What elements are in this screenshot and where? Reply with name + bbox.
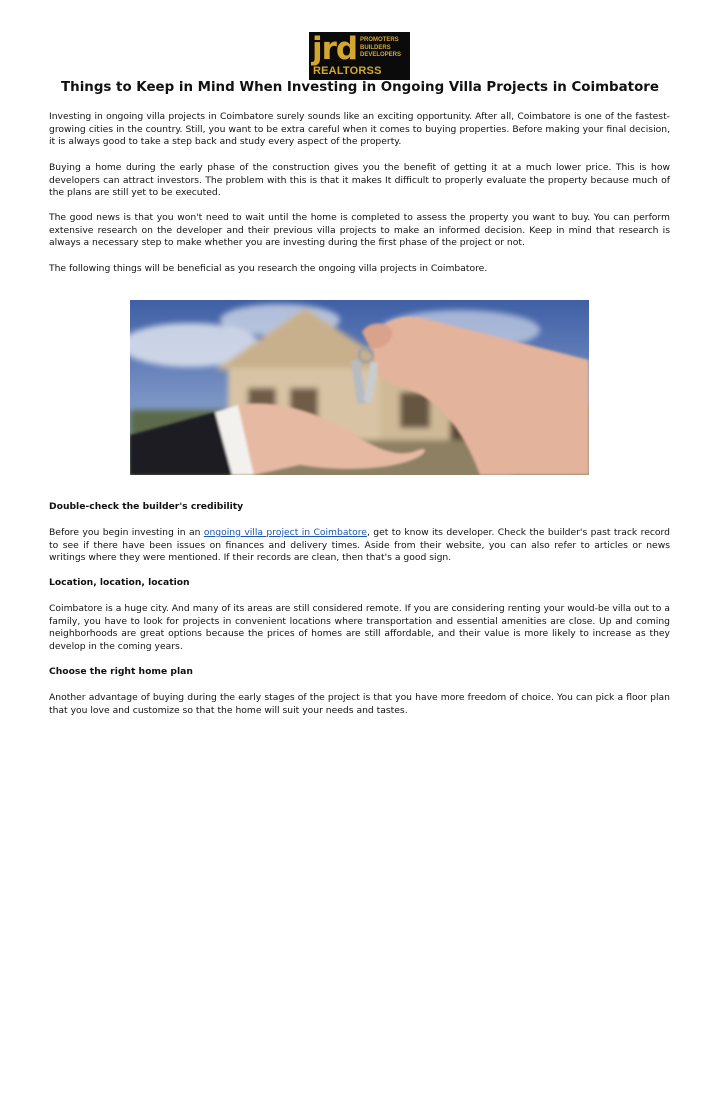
intro-paragraph-3: The good news is that you won't need to wait until the home is completed to assess the property you want to buy. You can perform extensive research on the developer and their previous villa projects to make an informed decision. Keep in mind that research is always a necessary step to make whether you are investing during the first phase of the project or not. — [49, 212, 670, 249]
page-title: Things to Keep in Mind When Investing in Ongoing Villa Projects in Coimbatore — [61, 80, 659, 95]
logo-mark: jrd — [312, 31, 358, 67]
intro-paragraph-1: Investing in ongoing villa projects in Coimbatore surely sounds like an exciting opportunity. After all, Coimbatore is one of the fastest-growing cities in the country. Still, you want to be extra careful when it comes to buying properties. Before making your final decision, it is always good to take a step back and study every aspect of the property. — [49, 111, 670, 148]
logo-tagline — [360, 37, 401, 60]
logo-tag-builders: BUILDERS — [360, 44, 391, 51]
section-body-credibility — [49, 527, 670, 565]
section-heading-credibility: Double-check the builder's credibility — [49, 501, 244, 512]
ongoing-villa-project-link[interactable]: ongoing villa project in Coimbatore — [203, 527, 367, 538]
key-handover-photo — [130, 300, 589, 475]
credibility-text-before: Before you begin investing in an — [49, 527, 204, 538]
logo-tag-promoters: PROMOTERS — [360, 37, 399, 43]
company-logo — [309, 32, 410, 80]
section-body-home-plan: Another advantage of buying during the early stages of the project is that you have more freedom of choice. You can pick a floor plan that you love and customize so that the home will suit your needs and tastes. — [49, 692, 670, 716]
credibility-text-after: , get to know its developer. Check the builder's past track record to see if there have been issues on finances and delivery times. Aside from their website, you can also refer to articles or news writings where they were mentioned. If their records are clean, then that's a good sign. — [49, 527, 670, 564]
logo-wordmark: REALTORSS — [313, 65, 382, 77]
section-body-location: Coimbatore is a huge city. And many of its areas are still considered remote. If you are considering renting your would-be villa out to a family, you have to look for projects in convenient locations where transportation and essential amenities are close. Up and coming neighborhoods are great options because the prices of homes are still affordable, and their value is more likely to increase as they develop in the coming years. — [49, 603, 670, 652]
intro-paragraph-4: The following things will be beneficial as you research the ongoing villa projects in Coimbatore. — [49, 263, 488, 274]
section-heading-location: Location, location, location — [49, 577, 190, 588]
section-heading-home-plan: Choose the right home plan — [49, 666, 193, 677]
intro-paragraph-2: Buying a home during the early phase of the construction gives you the benefit of getting it at a much lower price. This is how developers can attract investors. The problem with this is that it makes It difficult to properly evaluate the property because much of the plans are still yet to be executed. — [49, 162, 670, 199]
logo-tag-developers: DEVELOPERS — [360, 52, 402, 58]
